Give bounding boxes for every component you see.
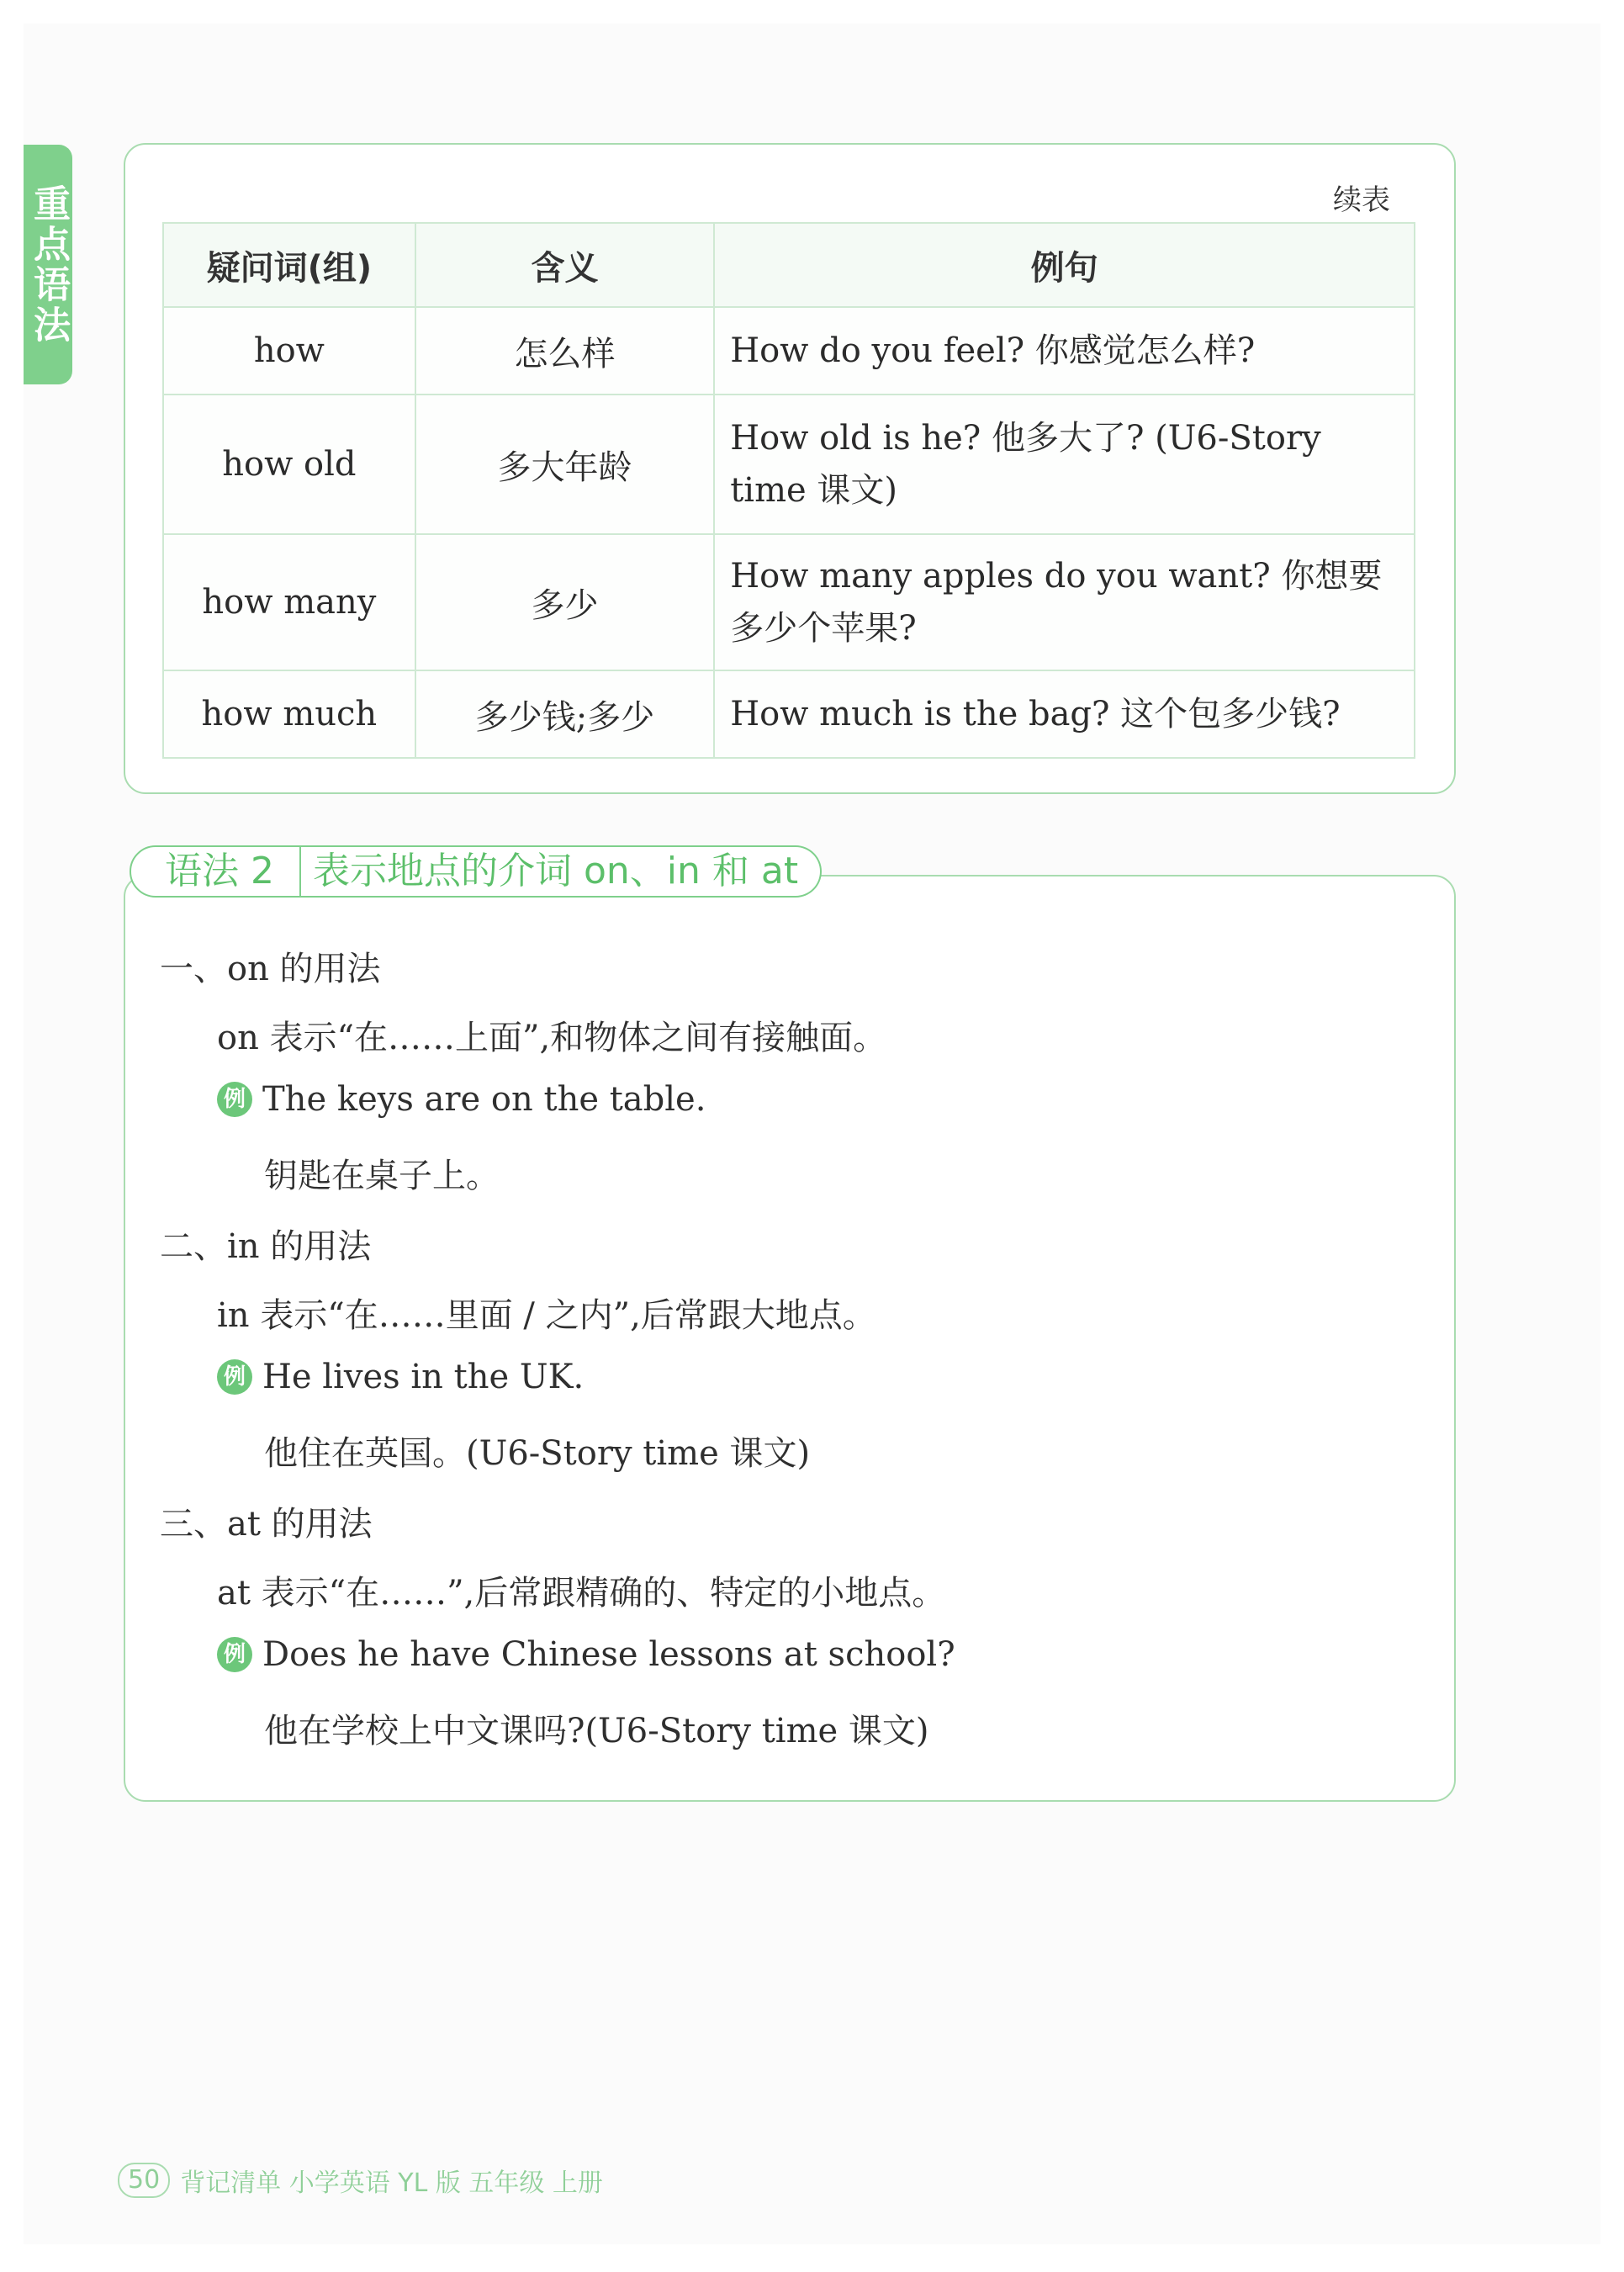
side-tab-label: 重点语法 xyxy=(27,183,70,346)
meaning-cell: 多大年龄 xyxy=(415,395,715,534)
at-example xyxy=(217,1635,955,1674)
side-tab xyxy=(24,145,72,384)
example-cell: How old is he? 他多大了? (U6-Story time 课文) xyxy=(714,395,1415,534)
question-word-cell: how much xyxy=(163,670,415,758)
on-heading: 一、on 的用法 xyxy=(160,950,381,988)
page-number: 50 xyxy=(118,2163,170,2198)
table-row xyxy=(163,670,1415,758)
table-header-row xyxy=(163,223,1415,307)
header-example: 例句 xyxy=(714,223,1415,307)
example-cell: How many apples do you want? 你想要多少个苹果? xyxy=(714,534,1415,670)
at-heading: 三、at 的用法 xyxy=(160,1505,373,1544)
question-word-cell: how old xyxy=(163,395,415,534)
in-translation: 他住在英国。(U6-Story time 课文) xyxy=(264,1434,811,1473)
at-description: at 表示“在……”,后常跟精确的、特定的小地点。 xyxy=(217,1574,946,1613)
at-translation: 他在学校上中文课吗?(U6-Story time 课文) xyxy=(264,1712,929,1750)
section-topic: 表示地点的介词 on、in 和 at xyxy=(301,845,822,898)
on-description: on 表示“在……上面”,和物体之间有接触面。 xyxy=(217,1019,887,1057)
in-example-sentence: He lives in the UK. xyxy=(262,1358,585,1396)
table-row xyxy=(163,534,1415,670)
example-icon: 例 xyxy=(217,1637,252,1672)
example-icon: 例 xyxy=(217,1359,252,1395)
example-cell: How do you feel? 你感觉怎么样? xyxy=(714,307,1415,395)
question-word-cell: how xyxy=(163,307,415,395)
continue-label: 续表 xyxy=(1333,183,1390,217)
table-row xyxy=(163,395,1415,534)
on-translation: 钥匙在桌子上。 xyxy=(264,1157,500,1195)
meaning-cell: 多少 xyxy=(415,534,715,670)
example-cell: How much is the bag? 这个包多少钱? xyxy=(714,670,1415,758)
header-meaning: 含义 xyxy=(415,223,715,307)
footer-title: 背记清单 小学英语 YL 版 五年级 上册 xyxy=(180,2169,603,2198)
meaning-cell: 怎么样 xyxy=(415,307,715,395)
table-row xyxy=(163,307,1415,395)
in-description: in 表示“在……里面 / 之内”,后常跟大地点。 xyxy=(217,1296,876,1335)
page-footer xyxy=(118,2162,603,2199)
section-title xyxy=(130,845,822,898)
question-word-table xyxy=(162,222,1415,759)
question-word-table-box xyxy=(124,143,1456,794)
in-example xyxy=(217,1358,584,1396)
question-word-cell: how many xyxy=(163,534,415,670)
example-icon: 例 xyxy=(217,1082,252,1117)
section-tag: 语法 2 xyxy=(130,845,301,898)
on-example-sentence: The keys are on the table. xyxy=(262,1080,706,1119)
section-title-rule xyxy=(833,875,1388,876)
at-example-sentence: Does he have Chinese lessons at school? xyxy=(262,1635,955,1674)
meaning-cell: 多少钱;多少 xyxy=(415,670,715,758)
header-question-word: 疑问词(组) xyxy=(163,223,415,307)
in-heading: 二、in 的用法 xyxy=(160,1227,372,1266)
on-example xyxy=(217,1080,706,1119)
